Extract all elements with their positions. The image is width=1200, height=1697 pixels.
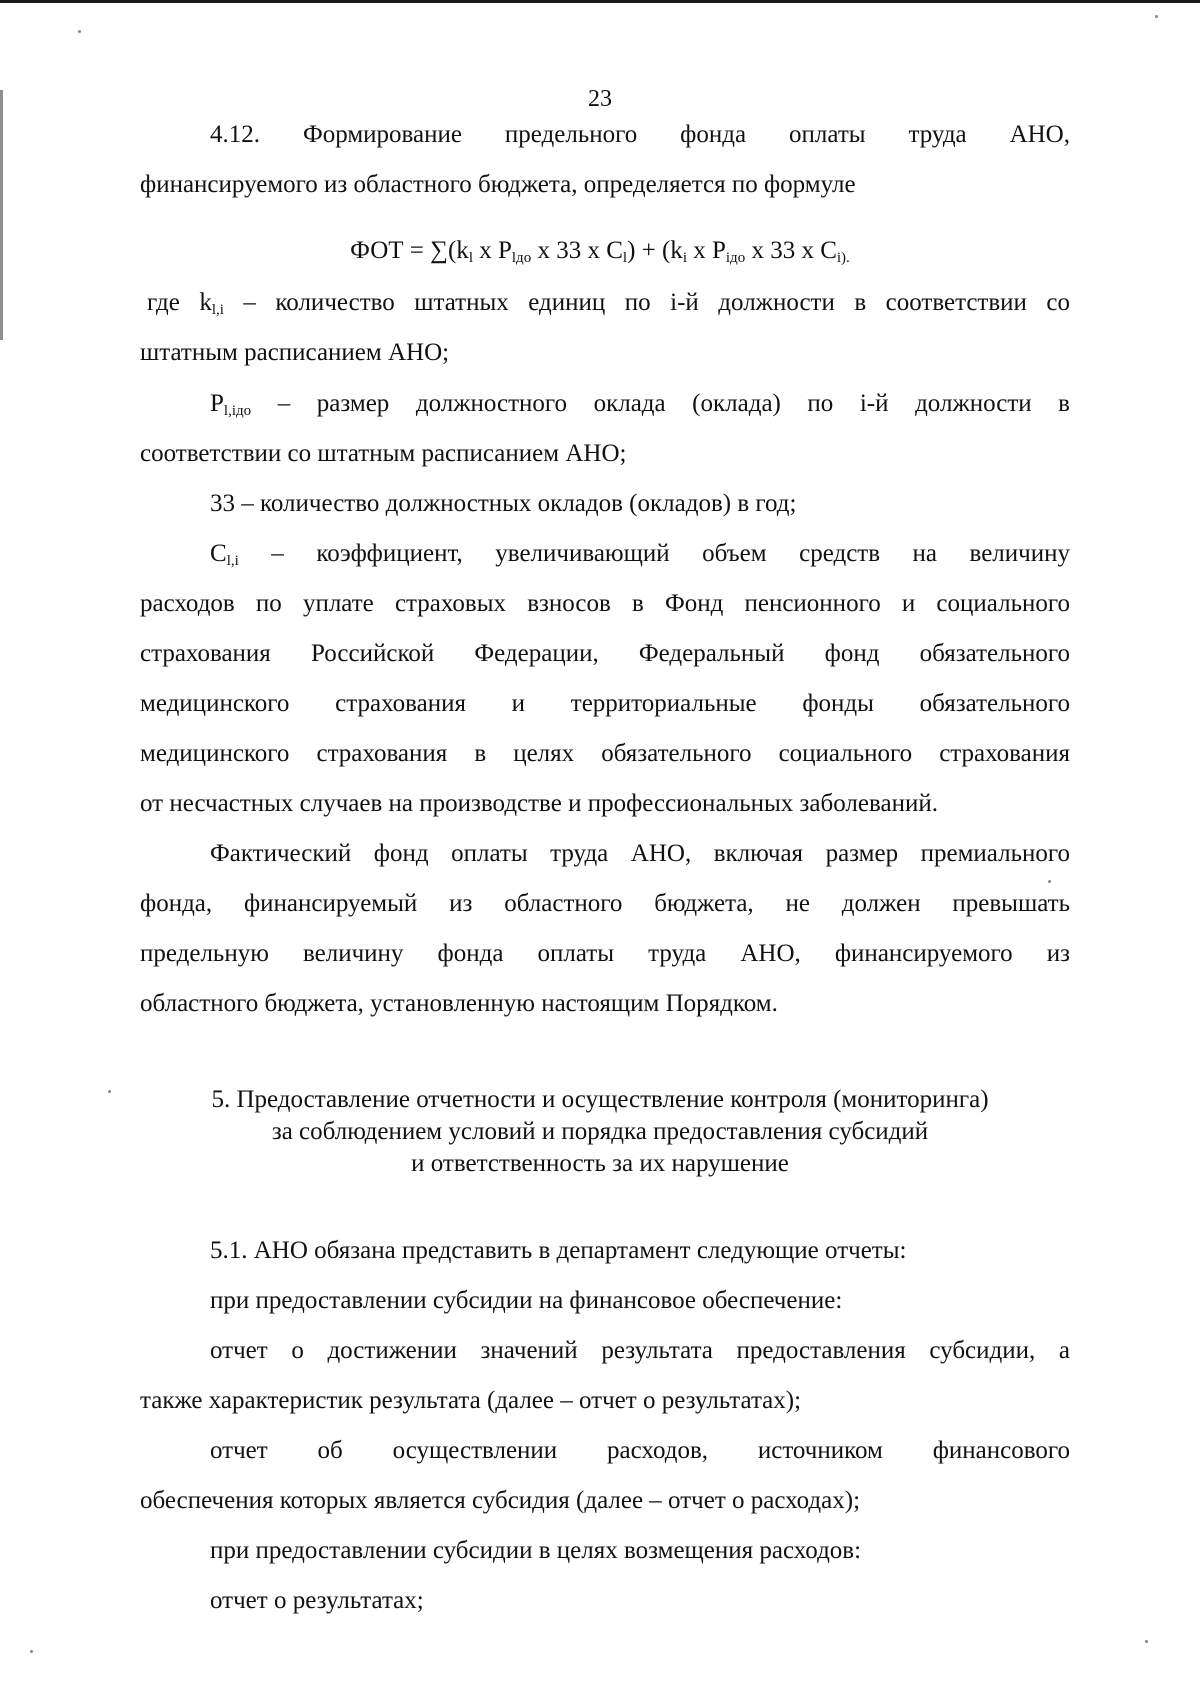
formula-part: ) + (k [627,237,683,264]
c-definition-line-3: страхования Российской Федерации, Федеральный фонд обязательного [140,640,1070,667]
c-def-text: C [210,540,227,567]
c-definition-line-6: от несчастных случаев на производстве и профессиональных заболеваний. [140,790,938,817]
reimbursement-line: при предоставлении субсидии в целях возмещения расходов: [210,1537,862,1564]
c-definition-line-5: медицинского страхования в целях обязательного социального страхования [140,740,1070,767]
formula-subscript: i [682,250,687,266]
actual-fund-line-2: фонда, финансируемый из областного бюджета, не должен превышать [140,890,1070,917]
actual-fund-line-1: Фактический фонд оплаты труда АНО, включая размер премиального [210,840,1070,867]
expenses-report-line-1: отчет об осуществлении расходов, источником финансового [210,1437,1070,1464]
p-def-subscript: l,iдо [223,403,252,419]
formula-part: х 33 х C [531,237,623,264]
page-top-edge [0,0,1200,3]
p-definition-line-1 [210,389,1070,419]
n33-definition: 33 – количество должностных окладов (окладов) в год; [210,490,797,517]
formula-subscript: lдо [511,250,532,266]
actual-fund-line-3: предельную величину фонда оплаты труда АНО, финансируемого из [140,940,1070,967]
paragraph-5-1: 5.1. АНО обязана представить в департамент следующие отчеты: [210,1237,907,1264]
section-4-12-line-1: 4.12. Формирование предельного фонда оплаты труда АНО, [210,121,1070,148]
formula-subscript: l [468,250,473,266]
formula-subscript: iдо [725,250,746,266]
formula-subscript: l [622,250,628,266]
scan-speck [1048,880,1051,883]
formula-part: х P [472,237,512,264]
k-definition-line-1 [147,288,1070,318]
section-5-heading-line-3: и ответственность за их нарушение [411,1150,789,1177]
c-definition-line-2: расходов по уплате страховых взносов в Фонд пенсионного и социального [140,590,1070,617]
section-5-heading-line-1: 5. Предоставление отчетности и осуществление контроля (мониторинга) [211,1086,989,1113]
k-definition-line-2: штатным расписанием АНО; [140,339,450,366]
scan-speck [30,1650,33,1653]
p-definition-line-2: соответствии со штатным расписанием АНО; [140,440,627,467]
formula-part: х 33 х C [745,237,837,264]
p-def-text: P [210,390,224,417]
page-number: 23 [588,86,612,112]
results-only-line: отчет о результатах; [210,1587,424,1614]
section-4-12-line-2: финансируемого из областного бюджета, определяется по формуле [140,171,856,198]
c-definition-line-4: медицинского страхования и территориальные фонды обязательного [140,690,1070,717]
actual-fund-line-4: областного бюджета, установленную настоящим Порядком. [140,990,778,1017]
formula-part: ФОТ = ∑(k [350,237,469,264]
k-def-subscript: l,i [211,302,224,318]
section-5-heading-line-2: за соблюдением условий и порядка предоставления субсидий [271,1118,929,1145]
financial-support-line: при предоставлении субсидии на финансовое обеспечение: [210,1287,843,1314]
p-def-text: – размер должностного оклада (оклада) по i-й должности в [251,390,1070,417]
formula-subscript: i). [836,250,850,266]
k-def-text: где k [147,289,212,316]
scan-speck [1155,15,1158,18]
results-report-line-2: также характеристик результата (далее – отчет о результатах); [140,1387,802,1414]
formula-part: х P [686,237,726,264]
scan-speck [78,30,81,33]
scan-left-edge [0,90,3,340]
c-def-subscript: l,i [226,553,239,569]
c-definition-line-1 [210,539,1070,569]
payroll-formula [0,236,1200,266]
scan-speck [1145,1640,1148,1643]
results-report-line-1: отчет о достижении значений результата предоставления субсидии, а [210,1337,1070,1364]
k-def-text: – количество штатных единиц по i-й должности в соответствии со [223,289,1070,316]
expenses-report-line-2: обеспечения которых является субсидия (далее – отчет о расходах); [140,1487,861,1514]
c-def-text: – коэффициент, увеличивающий объем средств на величину [238,540,1070,567]
